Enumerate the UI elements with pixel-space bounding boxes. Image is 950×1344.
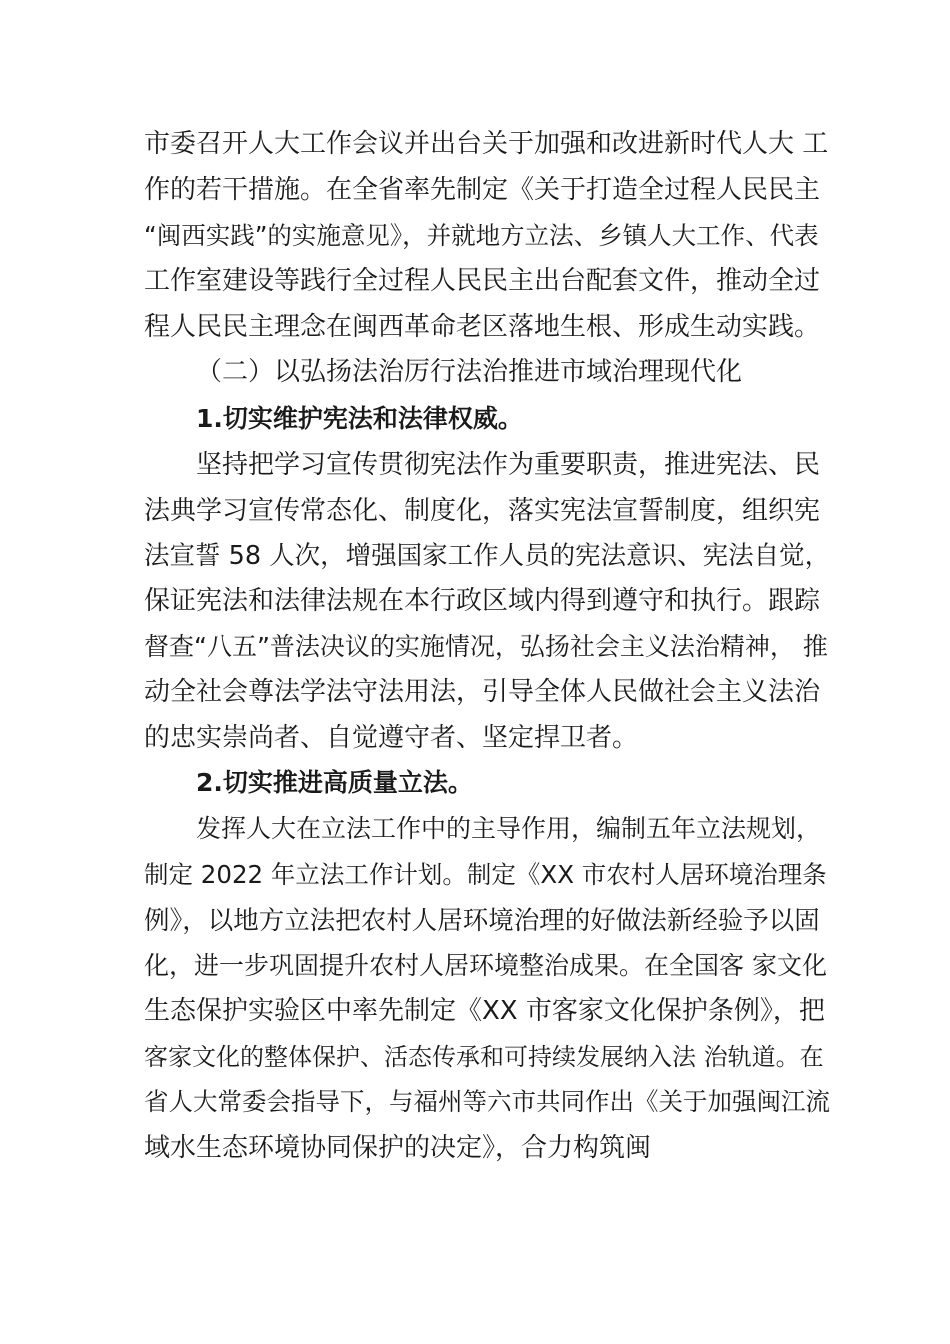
paragraph-line: 工作室建设等践行全过程人民民主出台配套文件，推动全过 (144, 266, 821, 296)
paragraph-line: 坚持把学习宣传贯彻宪法作为重要职责，推进宪法、民 (196, 450, 821, 480)
paragraph-line: 化，进一步巩固提升农村人居环境整治成果。在全国客 家文化 (144, 951, 827, 980)
paragraph-line: “闽西实践”的实施意见》，并就地方立法、乡镇人大工作、代表 (144, 221, 819, 250)
paragraph-line: 的忠实崇尚者、自觉遵守者、坚定捍卫者。 (144, 723, 639, 753)
paragraph-line: 生态保护实验区中率先制定《XX 市客家文化保护条例》，把 (144, 996, 825, 1026)
paragraph-line: 督查“八五”普法决议的实施情况，弘扬社会主义法治精神， 推 (144, 632, 828, 661)
paragraph-line: 法典学习宣传常态化、制度化，落实宪法宣誓制度，组织宪 (144, 496, 821, 526)
subsection-heading: 1.切实维护宪法和法律权威。 (196, 404, 523, 433)
paragraph-line: 例》，以地方立法把农村人居环境治理的好做法新经验予以固 (144, 906, 820, 936)
paragraph-line: 省人大常委会指导下，与福州等六市共同作出《关于加强闽江流 (144, 1087, 830, 1116)
section-heading: （二）以弘扬法治厉行法治推进市域治理现代化 (196, 357, 743, 387)
paragraph-line: 作的若干措施。在全省率先制定《关于打造全过程人民民主 (144, 175, 821, 205)
paragraph-line: 域水生态环境协同保护的决定》，合力构筑闽 (144, 1133, 652, 1163)
subsection-heading: 2.切实推进高质量立法。 (196, 768, 473, 797)
paragraph-line: 市委召开人大工作会议并出台关于加强和改进新时代人大 工 (144, 129, 829, 159)
paragraph-line: 客家文化的整体保护、活态传承和可持续发展纳入法 治轨道。在 (144, 1043, 824, 1071)
paragraph-line: 程人民民主理念在闽西革命老区落地生根、形成生动实践。 (144, 312, 821, 342)
paragraph-line: 动全社会尊法学法守法用法，引导全体人民做社会主义法治 (144, 677, 821, 707)
paragraph-line: 保证宪法和法律法规在本行政区域内得到遵守和执行。跟踪 (144, 586, 821, 616)
paragraph-line: 法宣誓 58 人次，增强国家工作人员的宪法意识、宪法自觉， (144, 541, 831, 571)
paragraph-line: 发挥人大在立法工作中的主导作用，编制五年立法规划， (196, 814, 822, 843)
paragraph-line: 制定 2022 年立法工作计划。制定《XX 市农村人居环境治理条 (144, 860, 827, 889)
